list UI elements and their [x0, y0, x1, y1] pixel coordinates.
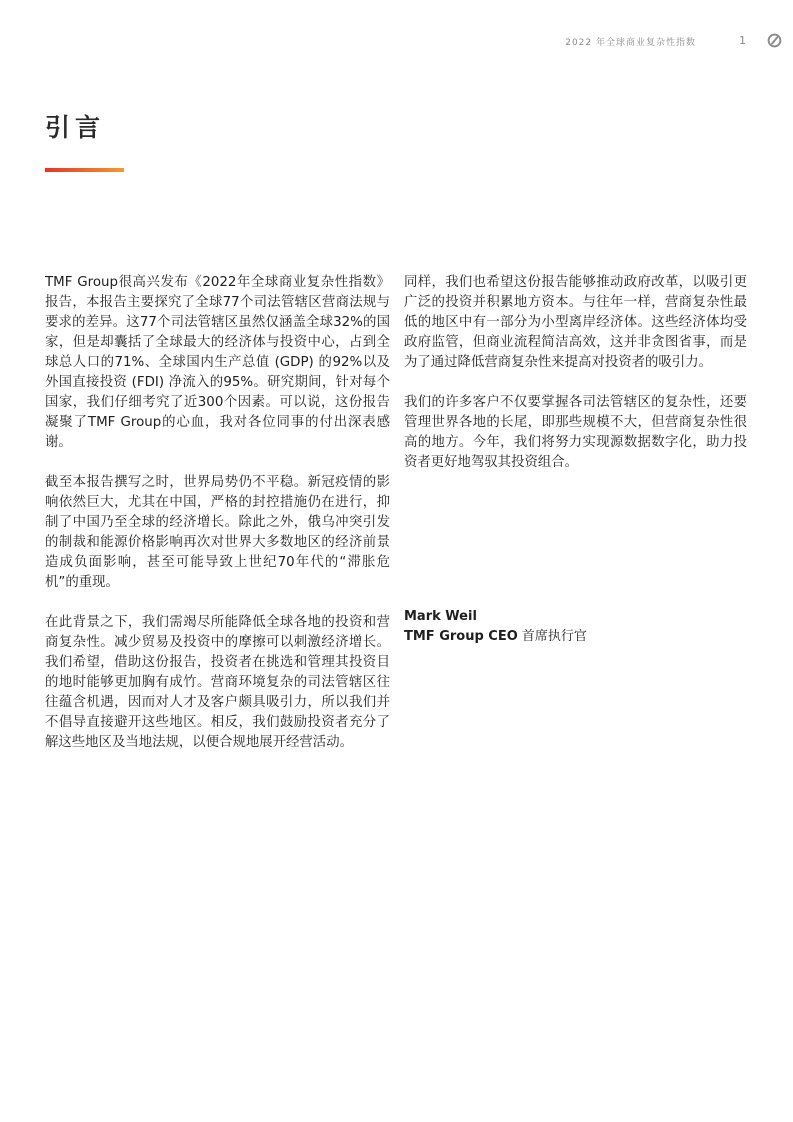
paragraph: 在此背景之下，我们需竭尽所能降低全球各地的投资和营商复杂性。减少贸易及投资中的摩擦可以刺激经济增长。我们希望，借助这份报告，投资者在挑选和管理其投资目的地时能够更加胸有成竹。营商环境复杂的司法管辖区往往蕴含机遇，因而对人才及客户颇具吸引力，所以我们并不倡导直接避开这些地区。相反，我们鼓励投资者充分了解这些地区及当地法规，以便合规地展开经营活动。	[45, 615, 390, 750]
signature-role	[404, 627, 587, 647]
signature-role-org: TMF Group CEO	[404, 629, 518, 644]
signature-block	[404, 607, 587, 647]
paragraph: 截至本报告撰写之时，世界局势仍不平稳。新冠疫情的影响依然巨大，尤其在中国，严格的封控措施仍在进行，抑制了中国乃至全球的经济增长。除此之外，俄乌冲突引发的制裁和能源价格影响再次对世界大多数地区的经济前景造成负面影响，甚至可能导致上世纪70年代的“滞胀危机”的重现。	[45, 475, 390, 590]
tmf-logo-icon	[767, 33, 782, 48]
signature-role-title: 首席执行官	[517, 629, 587, 644]
left-column	[45, 273, 390, 773]
title-accent-rule	[45, 168, 124, 172]
report-header-title: 2022 年全球商业复杂性指数	[565, 38, 696, 48]
paragraph: 同样，我们也希望这份报告能够推动政府改革，以吸引更广泛的投资并积累地方资本。与往年一样，营商复杂性最低的地区中有一部分为小型离岸经济体。这些经济体均受政府监管，但商业流程简洁高效，这并非贪图省事，而是为了通过降低营商复杂性来提高对投资者的吸引力。	[404, 275, 747, 370]
paragraph: TMF Group很高兴发布《2022年全球商业复杂性指数》报告，本报告主要探究了全球77个司法管辖区营商法规与要求的差异。这77个司法管辖区虽然仅涵盖全球32%的国家，但是却囊括了全球最大的经济体与投资中心，占到全球总人口的71%、全球国内生产总值 (GDP) 的92%以及外国直接投资 (FDI) 净流入的95%。研究期间，针对每个国家，我们仔细考究了近300个因素。可以说，这份报告凝聚了TMF Group的心血，我对各位同事的付出深表感谢。	[45, 275, 390, 450]
page-number: 1	[739, 34, 746, 47]
paragraph: 我们的许多客户不仅要掌握各司法管辖区的复杂性，还要管理世界各地的长尾，即那些规模不大，但营商复杂性很高的地方。今年，我们将努力实现源数据数字化，助力投资者更好地驾驭其投资组合。	[404, 395, 747, 470]
page-title: 引言	[45, 113, 106, 142]
signature-name: Mark Weil	[404, 609, 477, 624]
right-column	[404, 273, 747, 493]
